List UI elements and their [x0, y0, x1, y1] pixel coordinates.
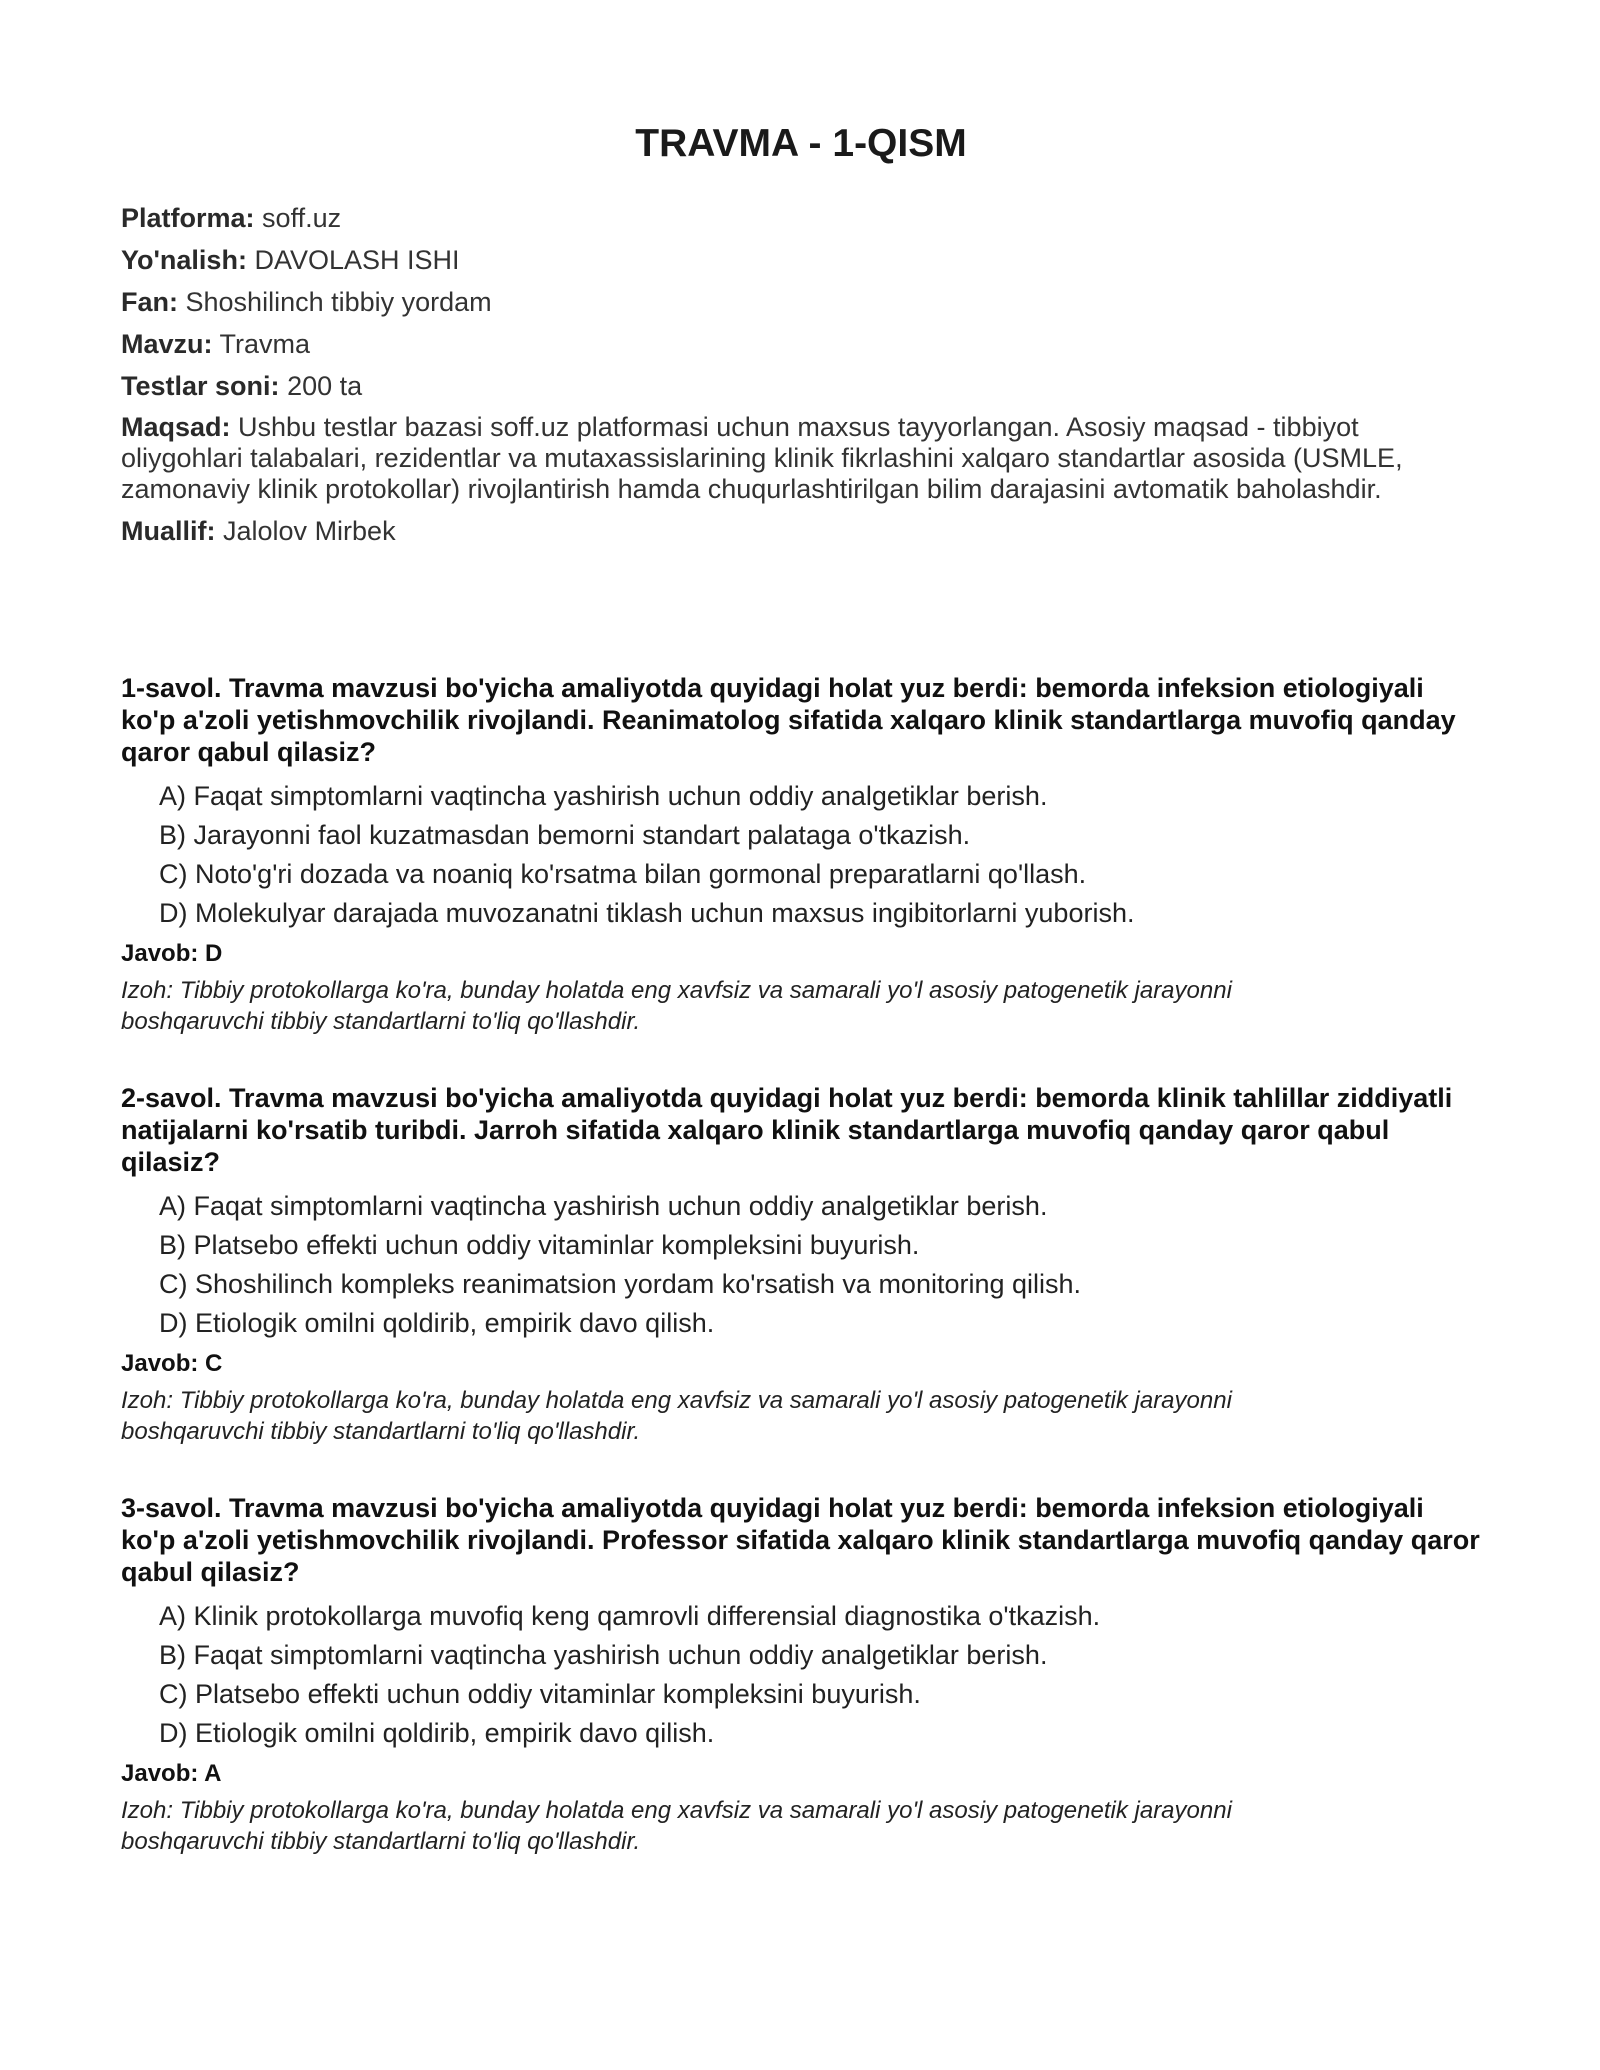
- option-c: C) Shoshilinch kompleks reanimatsion yordam ko'rsatish va monitoring qilish.: [159, 1269, 1082, 1299]
- page-title: TRAVMA - 1-QISM: [635, 122, 967, 165]
- meta-subject: [121, 286, 1481, 318]
- question-item: [121, 672, 1481, 1082]
- option-b: B) Jarayonni faol kuzatmasdan bemorni standart palataga o'tkazish.: [159, 820, 971, 850]
- question-item: [121, 1082, 1481, 1492]
- option-c: C) Noto'g'ri dozada va noaniq ko'rsatma bilan gormonal preparatlarni qo'llash.: [159, 859, 1087, 889]
- option-a: A) Faqat simptomlarni vaqtincha yashirish uchun oddiy analgetiklar berish.: [159, 781, 1048, 811]
- explanation-text: Izoh: Tibbiy protokollarga ko'ra, bunday holatda eng xavfsiz va samarali yo'l asosiy patogenetik jarayonni boshqaruvchi tibbiy standartlarni to'liq qo'llashdir.: [121, 1797, 1232, 1855]
- meta-purpose: [121, 412, 1481, 505]
- meta-value: DAVOLASH ISHI: [254, 245, 460, 275]
- option-a: A) Klinik protokollarga muvofiq keng qamrovli differensial diagnostika o'tkazish.: [159, 1601, 1101, 1631]
- meta-value: soff.uz: [262, 203, 342, 233]
- document-meta: [121, 202, 1481, 557]
- option-d: D) Molekulyar darajada muvozanatni tiklash uchun maxsus ingibitorlarni yuborish.: [159, 898, 1135, 928]
- answer-line: Javob: D: [121, 940, 223, 967]
- option-a: A) Faqat simptomlarni vaqtincha yashirish uchun oddiy analgetiklar berish.: [159, 1191, 1048, 1221]
- options-list: [121, 780, 1481, 929]
- option-b: B) Platsebo effekti uchun oddiy vitaminlar kompleksini buyurish.: [159, 1230, 920, 1260]
- meta-value: Shoshilinch tibbiy yordam: [185, 287, 492, 317]
- option-d: D) Etiologik omilni qoldirib, empirik davo qilish.: [159, 1308, 715, 1338]
- option-c: C) Platsebo effekti uchun oddiy vitaminlar kompleksini buyurish.: [159, 1679, 921, 1709]
- meta-label: Testlar soni:: [121, 371, 280, 401]
- answer-line: Javob: A: [121, 1760, 222, 1787]
- question-text: 3-savol. Travma mavzusi bo'yicha amaliyotda quyidagi holat yuz berdi: bemorda infeksion etiologiyali ko'p a'zoli yetishmovchilik rivojlandi. Professor sifatida xalqaro klinik standartlarga muvofiq qanday qaror qabul qilasiz?: [121, 1493, 1480, 1587]
- meta-label: Platforma:: [121, 203, 255, 233]
- options-list: [121, 1190, 1481, 1339]
- meta-topic: [121, 328, 1481, 360]
- meta-direction: [121, 244, 1481, 276]
- explanation-text: Izoh: Tibbiy protokollarga ko'ra, bunday holatda eng xavfsiz va samarali yo'l asosiy patogenetik jarayonni boshqaruvchi tibbiy standartlarni to'liq qo'llashdir.: [121, 1387, 1232, 1445]
- meta-label: Mavzu:: [121, 329, 213, 359]
- meta-value: Jalolov Mirbek: [223, 516, 396, 546]
- question-list: [121, 672, 1481, 1902]
- meta-label: Muallif:: [121, 516, 216, 546]
- meta-value: Ushbu testlar bazasi soff.uz platformasi uchun maxsus tayyorlangan. Asosiy maqsad - tibbiyot oliygohlari talabalari, rezidentlar va mutaxassislarining klinik fikrlashini xalqaro standartlar asosida (USMLE, zamonaviy klinik protokollar) rivojlantirish hamda chuqurlashtirilgan bilim darajasini avtomatik baholashdir.: [121, 412, 1403, 504]
- meta-value: Travma: [219, 329, 311, 359]
- question-text: 1-savol. Travma mavzusi bo'yicha amaliyotda quyidagi holat yuz berdi: bemorda infeksion etiologiyali ko'p a'zoli yetishmovchilik rivojlandi. Reanimatolog sifatida xalqaro klinik standartlarga muvofiq qanday qaror qabul qilasiz?: [121, 673, 1456, 767]
- question-text: 2-savol. Travma mavzusi bo'yicha amaliyotda quyidagi holat yuz berdi: bemorda klinik tahlillar ziddiyatli natijalarni ko'rsatib turibdi. Jarroh sifatida xalqaro klinik standartlarga muvofiq qanday qaror qabul qilasiz?: [121, 1083, 1453, 1177]
- meta-value: 200 ta: [287, 371, 363, 401]
- option-b: B) Faqat simptomlarni vaqtincha yashirish uchun oddiy analgetiklar berish.: [159, 1640, 1048, 1670]
- option-d: D) Etiologik omilni qoldirib, empirik davo qilish.: [159, 1718, 715, 1748]
- meta-author: [121, 515, 1481, 547]
- options-list: [121, 1600, 1481, 1749]
- meta-test-count: [121, 370, 1481, 402]
- meta-platform: [121, 202, 1481, 234]
- meta-label: Yo'nalish:: [121, 245, 247, 275]
- explanation-text: Izoh: Tibbiy protokollarga ko'ra, bunday holatda eng xavfsiz va samarali yo'l asosiy patogenetik jarayonni boshqaruvchi tibbiy standartlarni to'liq qo'llashdir.: [121, 977, 1232, 1035]
- answer-line: Javob: C: [121, 1350, 223, 1377]
- question-item: [121, 1492, 1481, 1902]
- meta-label: Fan:: [121, 287, 178, 317]
- meta-label: Maqsad:: [121, 412, 231, 442]
